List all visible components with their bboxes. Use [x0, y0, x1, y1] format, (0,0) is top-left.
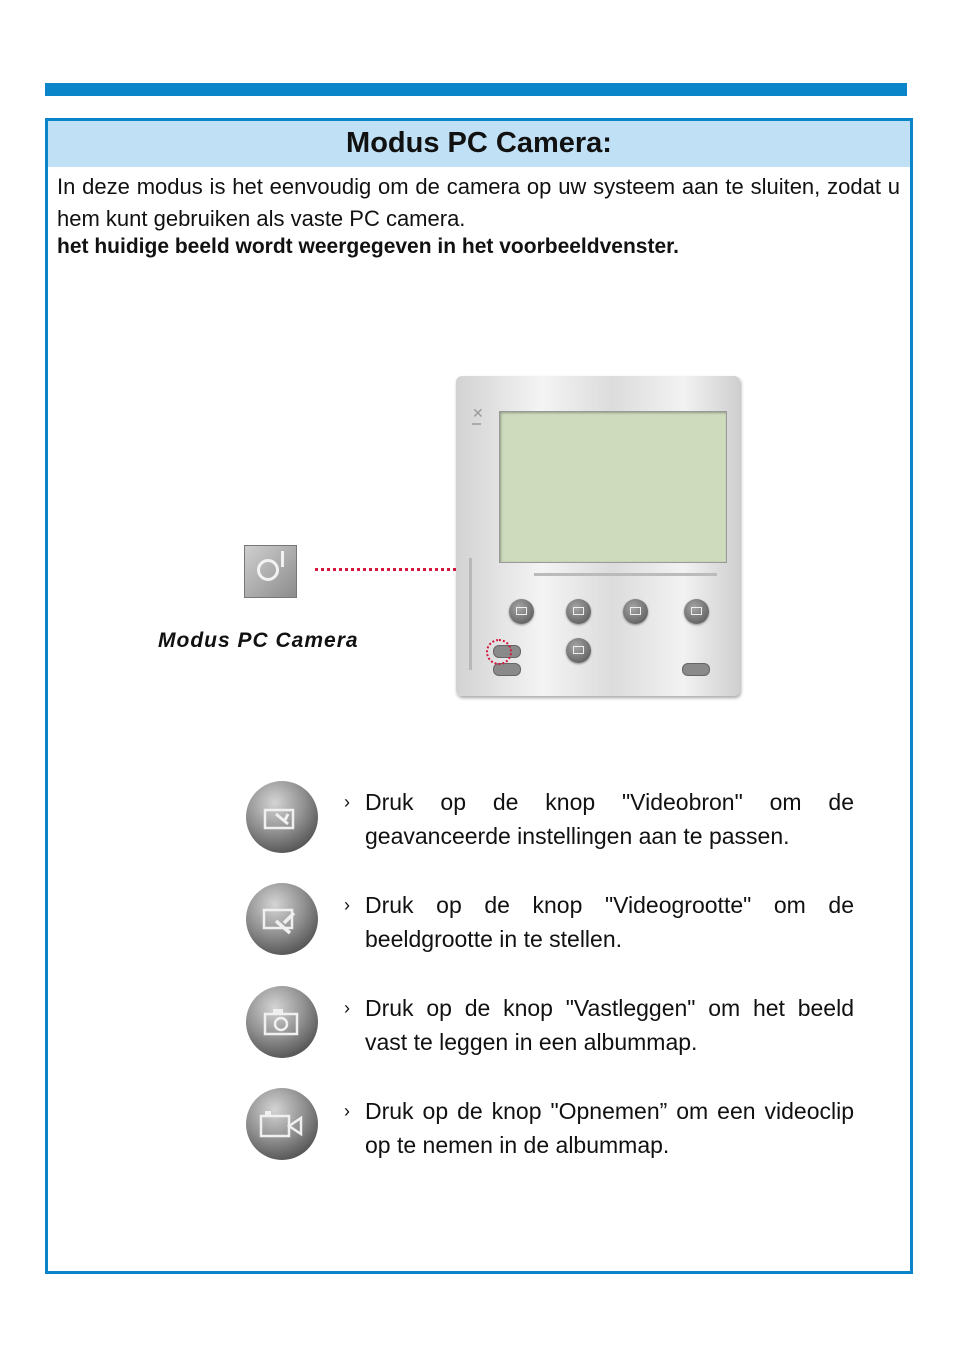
bullet-arrow: ›: [344, 998, 350, 1018]
capture-camera-icon: [246, 986, 318, 1058]
capture-button[interactable]: [509, 599, 534, 624]
feature-video-source: [344, 785, 854, 853]
bullet-arrow: ›: [344, 792, 350, 812]
preview-window: [499, 411, 727, 563]
camera-bar-shape: [281, 551, 284, 567]
bullet-arrow: ›: [344, 1101, 350, 1121]
record-button[interactable]: [566, 599, 591, 624]
bullet-arrow: ›: [344, 895, 350, 915]
feature-video-size: [344, 888, 854, 956]
video-source-button[interactable]: [623, 599, 648, 624]
camera-app-window: [456, 376, 740, 696]
zoom-slider[interactable]: [469, 558, 472, 670]
feature-text: Druk op de knop "Videobron" om de geavanceerde instellingen aan te passen.: [365, 789, 854, 849]
video-size-icon: [246, 883, 318, 955]
video-size-button[interactable]: [684, 599, 709, 624]
intro-paragraph: In deze modus is het eenvoudig om de camera op uw systeem aan te sluiten, zodat u hem kunt gebruiken als vaste PC camera.: [57, 174, 900, 231]
feature-capture: [344, 991, 854, 1059]
page-title: Modus PC Camera:: [346, 127, 612, 159]
video-source-icon: [246, 781, 318, 853]
content-frame: [45, 118, 913, 1274]
top-rule: [45, 83, 907, 96]
camera-lens-shape: [257, 559, 279, 581]
mode-label: Modus PC Camera: [158, 629, 359, 652]
pc-camera-mode-icon: [244, 545, 297, 598]
minimize-icon[interactable]: [472, 423, 481, 425]
close-icon[interactable]: ✕: [472, 405, 484, 421]
feature-text: Druk op de knop "Videogrootte" om de beeldgrootte in te stellen.: [365, 892, 854, 952]
feature-text: Druk op de knop "Opnemen” om een videoclip op te nemen in de albummap.: [365, 1098, 854, 1158]
intro-bold-line: het huidige beeld wordt weergegeven in het voorbeeldvenster.: [57, 235, 679, 258]
feature-record: [344, 1094, 854, 1162]
seek-slider[interactable]: [534, 573, 717, 576]
exit-button[interactable]: [682, 663, 710, 676]
feature-text: Druk op de knop "Vastleggen" om het beeld vast te leggen in een albummap.: [365, 995, 854, 1055]
settings-button[interactable]: [566, 638, 591, 663]
highlight-circle: [486, 639, 512, 665]
record-video-icon: [246, 1088, 318, 1160]
